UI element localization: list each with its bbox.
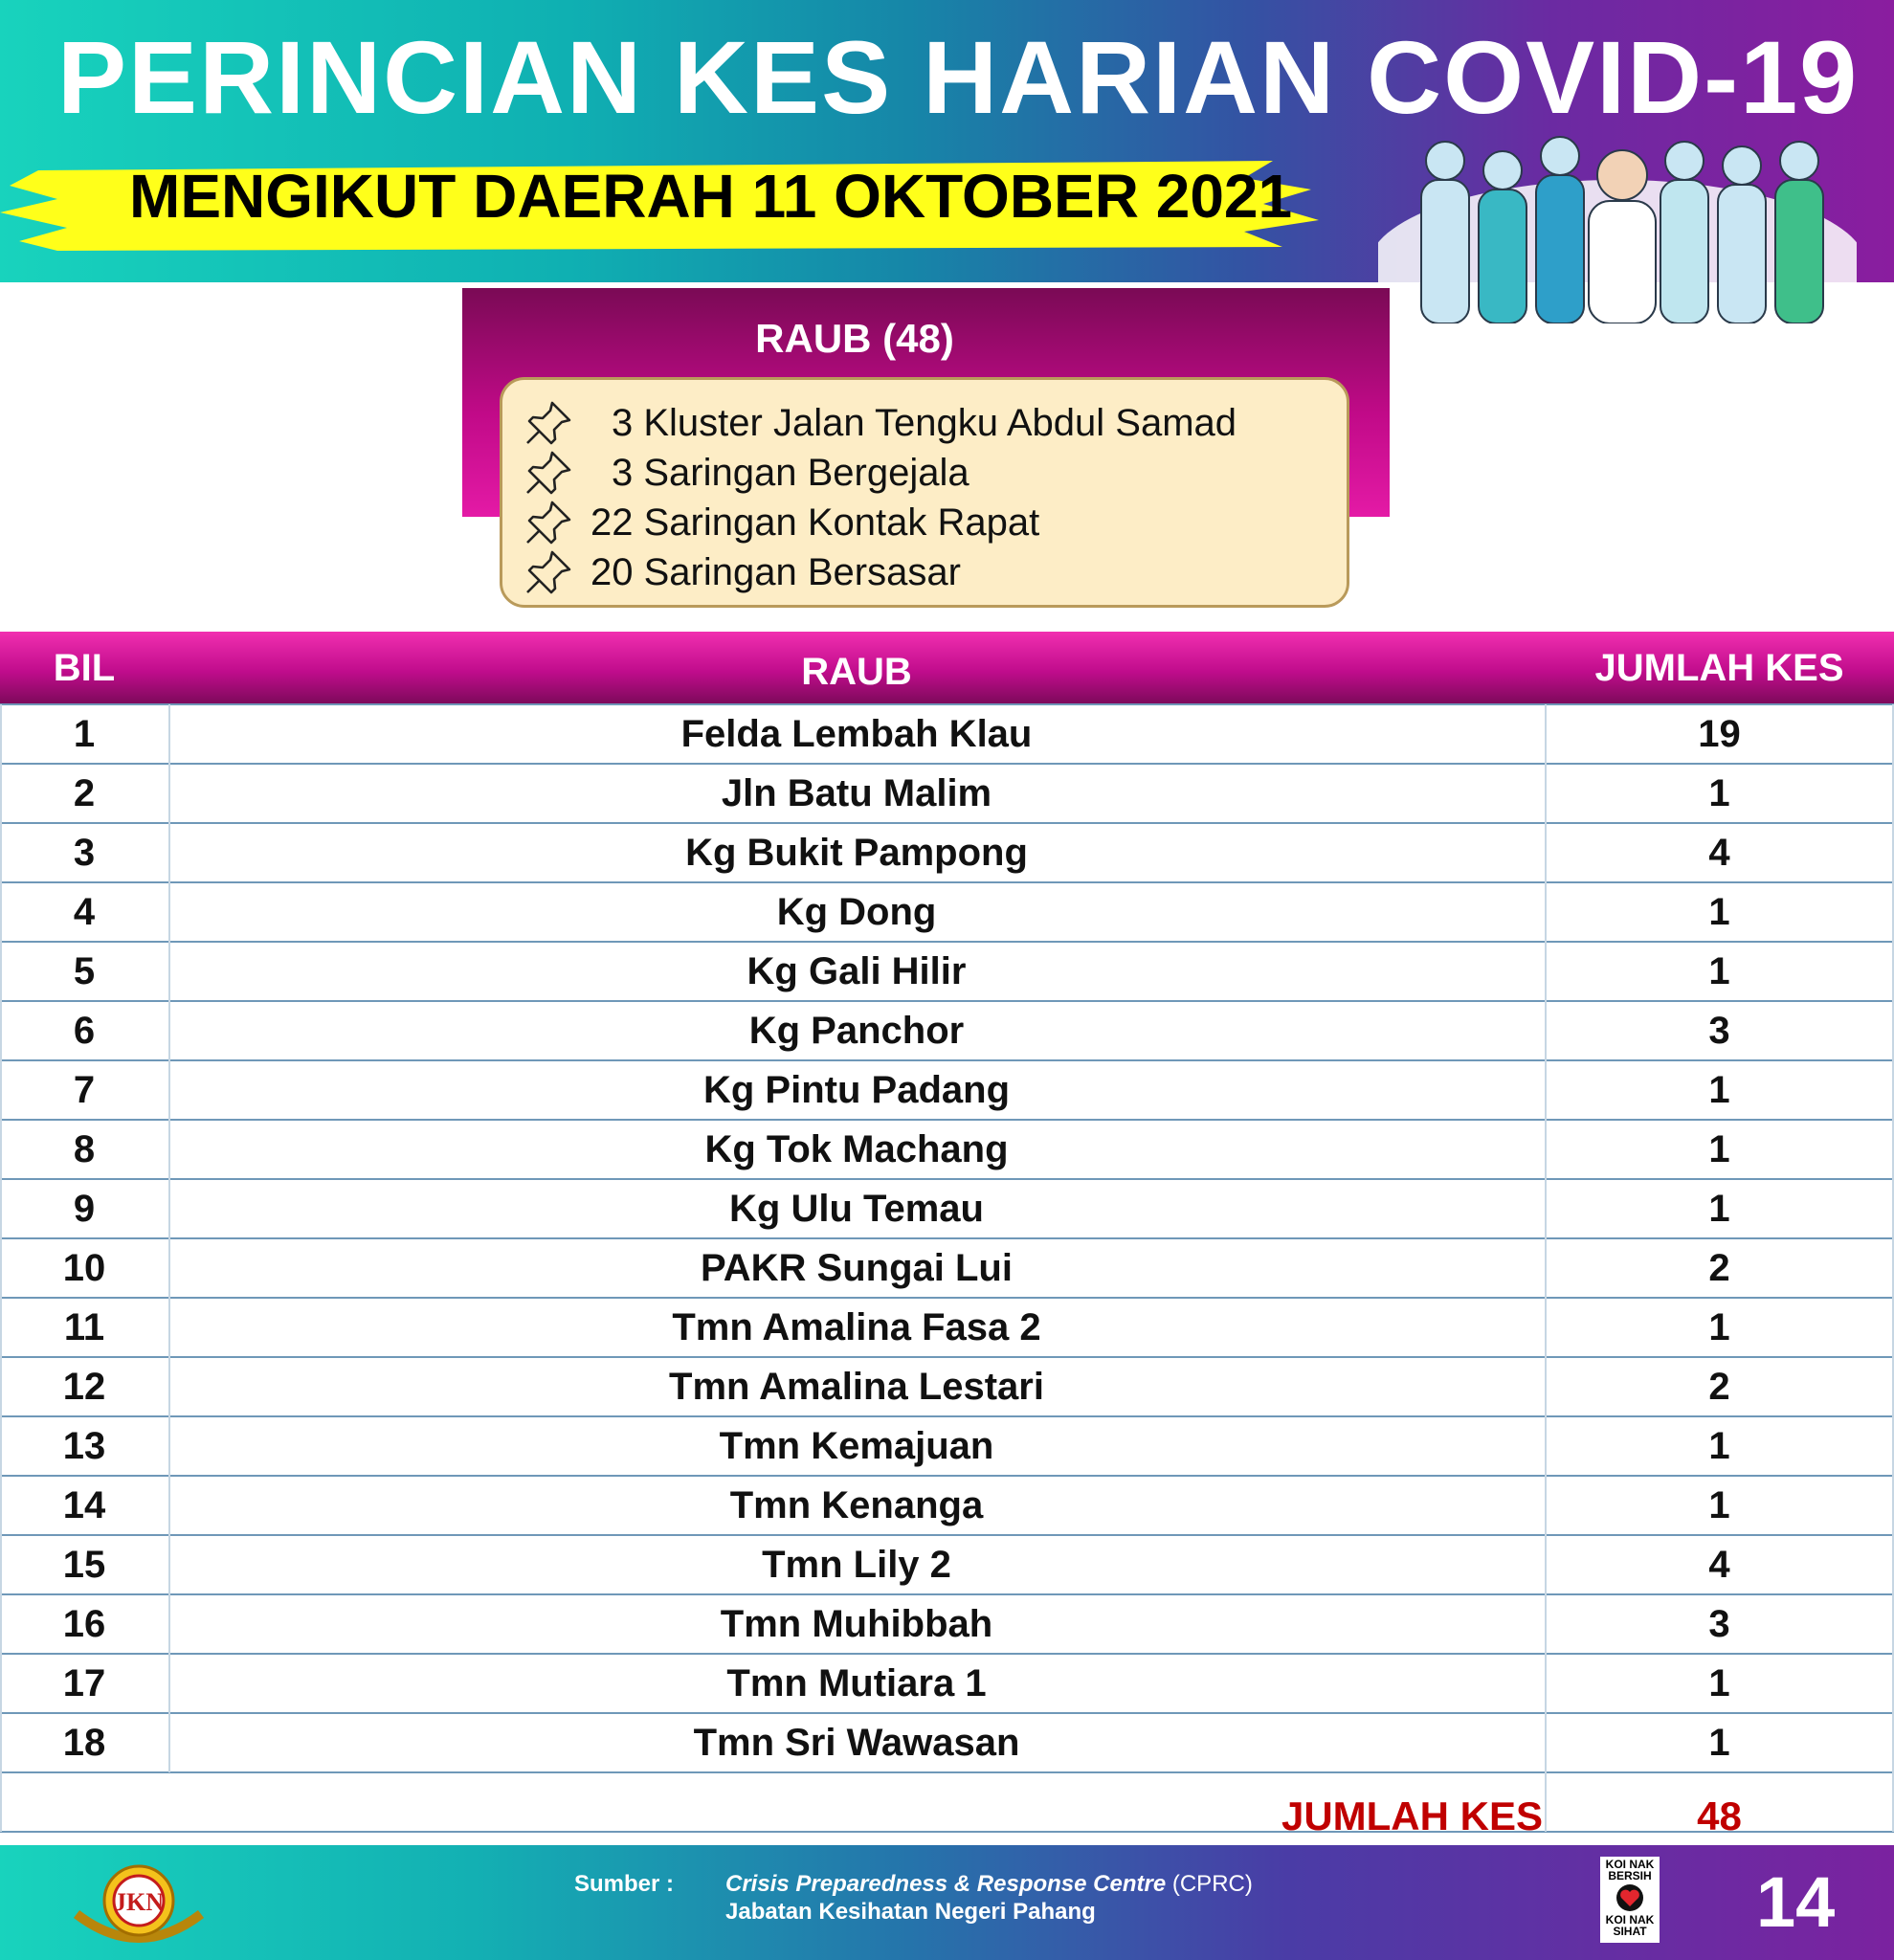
table-row [0,1120,1894,1179]
row-bil: 1 [73,712,96,755]
row-count: 1 [1708,890,1730,933]
table-gridline [0,1653,1894,1655]
row-bil: 7 [73,1068,96,1111]
row-count: 19 [1698,712,1741,755]
source-organization [725,1871,1253,1898]
jkn-logo [57,1857,220,1952]
table-row [0,1594,1894,1654]
table-row [0,1298,1894,1357]
pushpin-icon [524,449,573,497]
row-location: Kg Dong [776,890,937,933]
row-location: Kg Ulu Temau [729,1187,984,1230]
row-count: 1 [1708,1483,1730,1526]
table-row [0,942,1894,1001]
table-row [0,1713,1894,1772]
row-bil: 12 [62,1365,106,1408]
jkn-logo-text: JKN [114,1888,164,1916]
row-bil: 13 [62,1424,106,1467]
table-row [0,704,1894,764]
table-gridline [0,941,1894,943]
table-row [0,1416,1894,1476]
source-organization-abbr: (CPRC) [1166,1871,1253,1897]
row-bil: 11 [63,1305,105,1348]
table-row [0,1238,1894,1298]
row-bil: 3 [73,831,96,874]
row-count: 1 [1708,1187,1730,1230]
table-gridline [0,1475,1894,1477]
table-row [0,1179,1894,1238]
source-organization-name: Crisis Preparedness & Response Centre [725,1871,1167,1897]
row-count: 2 [1708,1246,1730,1289]
summary-item [524,449,969,497]
row-count: 1 [1708,1068,1730,1111]
district-card-title: RAUB (48) [755,316,954,361]
table-gridline [0,763,1894,765]
row-location: Kg Pintu Padang [703,1068,1010,1111]
total-value: 48 [1697,1793,1742,1838]
table-border [0,704,2,1832]
column-header-location: RAUB [801,650,912,693]
row-count: 4 [1708,831,1730,874]
table-gridline [0,1534,1894,1536]
row-location: Tmn Mutiara 1 [726,1661,987,1704]
row-bil: 18 [62,1721,106,1764]
table-gridline [0,1000,1894,1002]
table-header [0,632,1894,704]
table-gridline [0,1712,1894,1714]
row-count: 1 [1708,1127,1730,1170]
row-bil: 14 [62,1483,106,1526]
source-label: Sumber : [574,1871,675,1897]
row-bil: 17 [62,1661,106,1704]
row-count: 1 [1708,1721,1730,1764]
summary-item [524,499,1039,546]
page-number: 14 [1756,1862,1836,1942]
row-count: 3 [1708,1602,1730,1645]
summary-item-text: 3 Saringan Bergejala [612,451,969,494]
row-location: Tmn Kemajuan [719,1424,994,1467]
row-count: 2 [1708,1365,1730,1408]
row-location: Tmn Amalina Fasa 2 [672,1305,1041,1348]
row-location: PAKR Sungai Lui [701,1246,1013,1289]
row-location: Kg Bukit Pampong [685,831,1028,874]
row-bil: 4 [73,890,96,933]
row-count: 1 [1708,771,1730,814]
table-row [0,1001,1894,1060]
healthcare-workers-illustration [1378,122,1857,323]
table-row [0,1060,1894,1120]
row-bil: 15 [62,1543,106,1586]
row-location: Kg Gali Hilir [746,949,967,992]
table-gridline [0,1059,1894,1061]
row-location: Tmn Amalina Lestari [669,1365,1044,1408]
row-bil: 8 [73,1127,96,1170]
table-row [0,1535,1894,1594]
row-count: 1 [1708,1661,1730,1704]
page-title: PERINCIAN KES HARIAN COVID-19 [57,19,1860,135]
total-label: JUMLAH KES [1281,1793,1543,1838]
table-gridline [0,1415,1894,1417]
table-gridline [0,1771,1894,1773]
row-bil: 16 [62,1602,106,1645]
summary-item [524,399,1237,447]
table-row [0,1357,1894,1416]
page-subtitle: MENGIKUT DAERAH 11 OKTOBER 2021 [129,162,1293,231]
row-location: Felda Lembah Klau [680,712,1033,755]
pushpin-icon [524,499,573,546]
table-column-divider [1545,704,1547,1832]
row-bil: 9 [73,1187,96,1230]
source-department: Jabatan Kesihatan Negeri Pahang [725,1899,1096,1925]
table-gridline [0,881,1894,883]
summary-item-text: 20 Saringan Bersasar [590,550,961,593]
summary-item-text: 22 Saringan Kontak Rapat [590,501,1040,544]
summary-item-text: 3 Kluster Jalan Tengku Abdul Samad [612,401,1237,444]
row-bil: 5 [73,949,96,992]
row-bil: 10 [62,1246,106,1289]
pushpin-icon [524,548,573,596]
row-location: Tmn Sri Wawasan [693,1721,1020,1764]
row-location: Tmn Lily 2 [762,1543,951,1586]
table-column-divider [168,704,170,1772]
row-count: 4 [1708,1543,1730,1586]
row-location: Kg Panchor [748,1009,965,1052]
badge-bottom-text: KOI NAK SIHAT [1605,1913,1655,1938]
row-count: 3 [1708,1009,1730,1052]
table-gridline [0,822,1894,824]
row-bil: 2 [73,771,96,814]
row-count: 1 [1708,1424,1730,1467]
row-count: 1 [1708,949,1730,992]
table-gridline [0,1297,1894,1299]
table-row [0,823,1894,882]
summary-item [524,548,961,596]
table-gridline [0,1178,1894,1180]
table-gridline [0,1356,1894,1358]
table-gridline [0,1237,1894,1239]
table-row [0,882,1894,942]
badge-top-text: KOI NAK BERSIH [1605,1858,1655,1882]
heart-icon [1614,1883,1646,1912]
case-summary-box [500,377,1349,608]
koi-nak-sihat-badge [1600,1857,1660,1943]
column-header-count: JUMLAH KES [1594,646,1844,689]
table-row [0,1654,1894,1713]
pushpin-icon [524,399,573,447]
row-location: Jln Batu Malim [721,771,992,814]
row-location: Kg Tok Machang [704,1127,1009,1170]
table-gridline [0,703,1894,705]
row-count: 1 [1708,1305,1730,1348]
row-location: Tmn Muhibbah [720,1602,993,1645]
row-location: Tmn Kenanga [729,1483,984,1526]
column-header-bil: BIL [53,646,116,689]
table-row [0,1476,1894,1535]
table-gridline [0,1593,1894,1595]
table-gridline [0,1119,1894,1121]
row-bil: 6 [73,1009,96,1052]
table-row [0,764,1894,823]
